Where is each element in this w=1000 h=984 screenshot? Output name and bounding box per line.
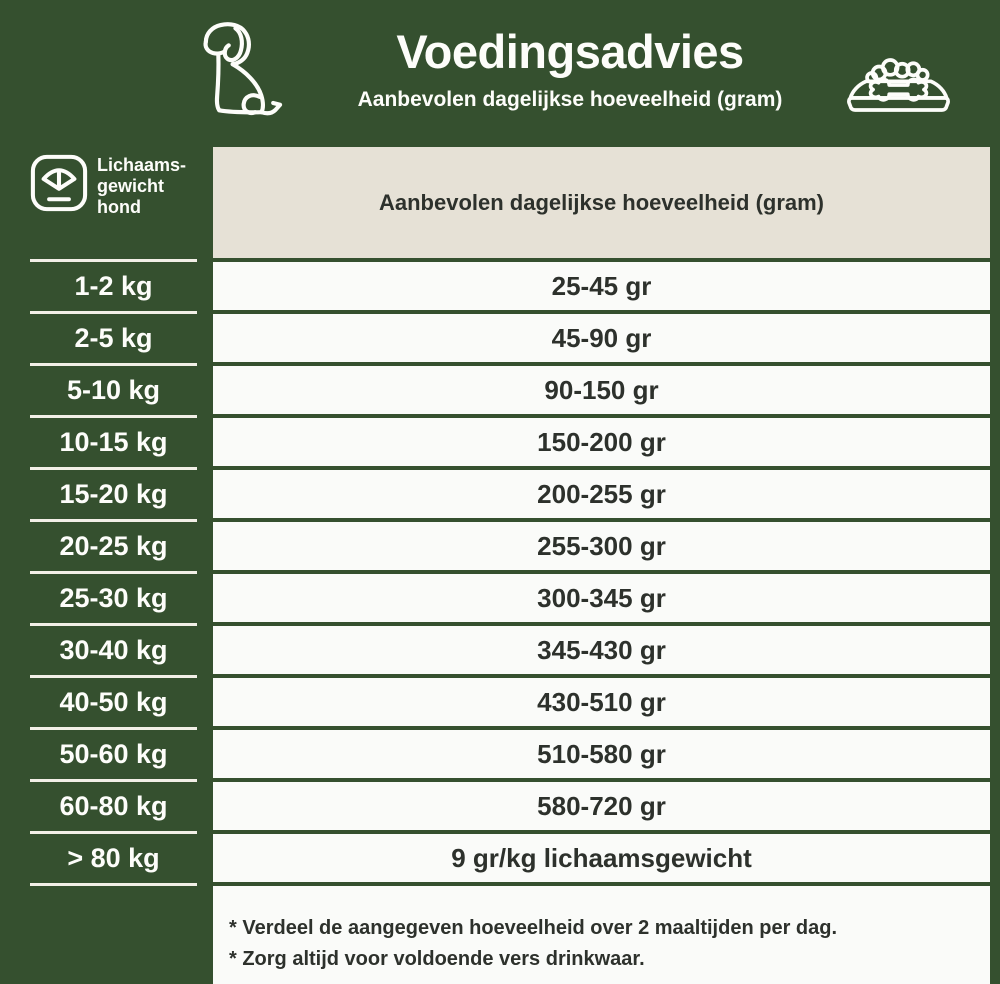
weight-column-header-label: Lichaams- gewicht hond bbox=[97, 155, 187, 217]
food-bowl-icon bbox=[842, 48, 955, 122]
weight-scale-icon bbox=[30, 154, 88, 212]
amount-cell: 255-300 gr bbox=[213, 522, 990, 570]
amount-cell: 9 gr/kg lichaamsgewicht bbox=[213, 834, 990, 882]
weight-cell: 25-30 kg bbox=[30, 571, 197, 623]
weight-cell: 30-40 kg bbox=[30, 623, 197, 675]
weight-column bbox=[30, 147, 197, 886]
amount-cell: 300-345 gr bbox=[213, 574, 990, 622]
weight-cell: > 80 kg bbox=[30, 831, 197, 883]
footnotes bbox=[213, 886, 990, 984]
weight-cell: 1-2 kg bbox=[30, 259, 197, 311]
weight-column-header bbox=[30, 147, 197, 259]
weight-cell: 50-60 kg bbox=[30, 727, 197, 779]
weight-column-end-divider bbox=[30, 883, 197, 886]
weight-cell: 2-5 kg bbox=[30, 311, 197, 363]
amount-cell: 345-430 gr bbox=[213, 626, 990, 674]
amount-column-header: Aanbevolen dagelijkse hoeveelheid (gram) bbox=[213, 147, 990, 258]
amount-cell: 580-720 gr bbox=[213, 782, 990, 830]
weight-cell: 15-20 kg bbox=[30, 467, 197, 519]
amount-cell: 510-580 gr bbox=[213, 730, 990, 778]
amount-cell: 430-510 gr bbox=[213, 678, 990, 726]
weight-cell: 60-80 kg bbox=[30, 779, 197, 831]
amount-cell: 150-200 gr bbox=[213, 418, 990, 466]
amount-column bbox=[213, 147, 990, 984]
page-title: Voedingsadvies bbox=[396, 25, 744, 78]
amount-cell: 90-150 gr bbox=[213, 366, 990, 414]
footnote: * Zorg altijd voor voldoende vers drinkwaar. bbox=[229, 948, 645, 970]
amount-cell: 25-45 gr bbox=[213, 262, 990, 310]
page-subtitle: Aanbevolen dagelijkse hoeveelheid (gram) bbox=[357, 88, 783, 111]
amount-cell: 200-255 gr bbox=[213, 470, 990, 518]
amount-cell: 45-90 gr bbox=[213, 314, 990, 362]
weight-cell: 10-15 kg bbox=[30, 415, 197, 467]
footnote: * Verdeel de aangegeven hoeveelheid over 2 maaltijden per dag. bbox=[229, 917, 838, 939]
weight-cell: 5-10 kg bbox=[30, 363, 197, 415]
weight-cell: 20-25 kg bbox=[30, 519, 197, 571]
weight-cell: 40-50 kg bbox=[30, 675, 197, 727]
dog-icon bbox=[192, 14, 288, 120]
